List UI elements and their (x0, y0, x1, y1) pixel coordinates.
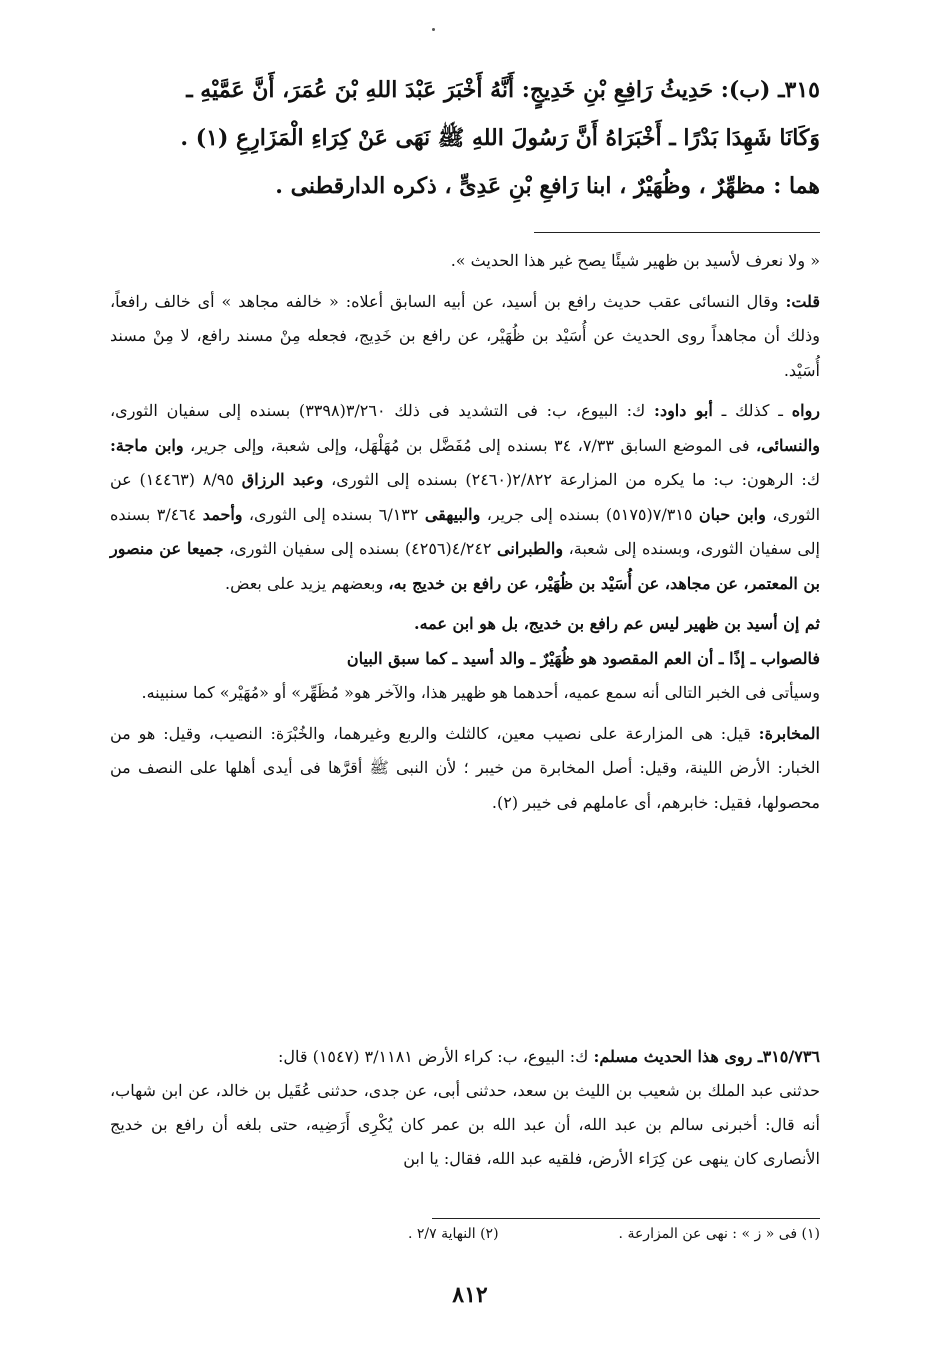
rawah-text: ٨/٩٥ (١٤٤٦٣) عن الثورى، (110, 470, 821, 524)
mukhabara-paragraph (110, 717, 820, 821)
hadith-line-3: هما : مظهِّرٌ ، وظُهَيْرٌ ، ابنا رَافعِ بْنِ عَدِىٍّ ، ذكره الدارقطنى . (275, 173, 820, 199)
rawah-text: ٧/٣١٥(٥١٧٥) بسنده إلى جرير، (486, 504, 693, 524)
quote-paragraph: « ولا نعرف لأسيد بن ظهير شيئًا يصح غير هذا الحديث ». (450, 251, 820, 270)
separator-rule (534, 232, 820, 233)
muslim-ref-text: ك: البيوع، ب: كراء الأرض ٣/١١٨١ (١٥٤٧) قال: (277, 1047, 589, 1066)
footnote-1: (١) فى « ز » : نهى عن المزارعة . (618, 1226, 820, 1242)
footnote-2: (٢) النهاية ٢/٧ . (408, 1226, 499, 1242)
hadith-line-2: وَكَانَا شَهِدَا بَدْرًا ـ أَخْبَرَاهُ أَنَّ رَسُولَ اللهِ ﷺ نَهَى عَنْ كِرَاءِ الْمَزَارِعِ (١) . (180, 125, 820, 151)
rawah-paragraph (110, 394, 820, 601)
rawah-text: ـ كذلك ـ (721, 401, 783, 420)
hadith-text-1: حَدِيثُ رَافِعِ بْنِ خَدِيجٍ: أَنَّهُ أَخْبَرَ عَبْدَ اللهِ بْنَ عُمَرَ، أَنَّ عَمَّيْهِ ـ (186, 77, 714, 103)
rawah-label: رواه (791, 401, 821, 420)
rawah-text: ٣/٤٦٤ بسنده إلى سفيان الثورى، وبسنده إلى شعبة، (110, 504, 821, 558)
rawah-text: ٤/٢٤٢(٤٢٥٦) بسنده إلى سفيان الثورى، (229, 539, 492, 558)
sayati-paragraph: وسيأتى فى الخبر التالى أنه سمع عميه، أحدهما هو ظهير هذا، والآخر هو« مُظَهِّر» أو «مُهَيْر» كما سنبينه. (141, 683, 820, 702)
thumma-paragraph (110, 607, 820, 642)
footnotes (110, 1222, 820, 1246)
rawah-text: ك: الرهون: ب: ما يكره من المزارعة ٢/٨٢٢(٢٤٦٠) بسنده إلى الثورى، (331, 470, 821, 489)
hadith-block (110, 66, 820, 210)
footnote-rule (432, 1218, 820, 1219)
page-speck (432, 28, 435, 31)
isnad-summary: جميعا عن منصور بن المعتمر، عن مجاهد، عن أُسَيْد بن ظُهَيْر، عن رافع بن خديج به، (110, 539, 820, 593)
qult-paragraph (110, 285, 820, 389)
muslim-ref-label: ٣١٥/٧٣٦ـ روى هذا الحديث مسلم: (593, 1047, 820, 1066)
source-name: والنسائى، (756, 435, 821, 455)
source-name: وعبد الرزاق (241, 470, 324, 489)
rawah-text: وبعضهم يزيد على بعض. (225, 573, 384, 593)
muslim-narration: حدثنى عبد الملك بن شعيب بن الليث بن سعد، حدثنى أبى، عن جدى، حدثنى عُقَيل بن خالد، عن ابن شهاب، أنه قال: أخبرنى سالم بن عبد الله، أن عبد الله بن عمر كان يُكْرِى أَرَضِيه، حتى بلغه أن رافع بن خديج الأنصارى كان ينهى عن كِرَاء الأرض، فلقيه عبد الله، فقال: يا ابن (110, 1081, 820, 1168)
source-name: وأحمد (202, 504, 243, 524)
mukhabara-text: قيل: هى المزارعة على نصيب معين، كالثلث والربع وغيرهما، والخُبْرَة: النصيب، وقيل: هو من الخبار: الأرض اللينة، وقيل: أصل المخابرة من خيبر ؛ لأن النبى ﷺ أقرَّها فى أيدى أهلها على النصف من محصولها، فقيل: خابرهم، أى عاملهم فى خيبر (٢). (110, 723, 820, 812)
sawab-text: فالصواب ـ إذًا ـ أن العم المقصود هو ظُهَيْرٌ ـ والد أسيد ـ كما سبق البيان (346, 648, 820, 668)
mukhabara-label: المخابرة: (758, 723, 820, 743)
thumma-text: ثم إن أسيد بن ظهير ليس عم رافع بن خديج، بل هو ابن عمه. (414, 614, 820, 633)
source-name: وابن ماجة: (110, 435, 184, 455)
page-number: ٨١٢ (452, 1282, 488, 1308)
sawab-paragraph (110, 642, 820, 677)
muslim-section (110, 1040, 820, 1176)
qult-text: وقال النسائى عقب حديث رافع بن أسيد، عن أبيه السابق أعلاه: « خالفه مجاهد » أى خالف رافعاً، وذلك أن مجاهداً روى الحديث عن أُسَيْد بن ظُهَيْر، عن رافع بن خَدِيج، فجعله مِنْ مسند رافع، لا مِنْ مسند أُسَيْد. (110, 291, 820, 380)
source-name: والبيهقى (424, 504, 481, 524)
source-name: والطبرانى (497, 539, 564, 558)
commentary-body (110, 244, 820, 826)
hadith-line-1 (110, 66, 820, 114)
hadith-source-tag: (ب): (720, 77, 771, 103)
rawah-text: ٦/١٣٢ بسنده إلى الثورى، (248, 504, 419, 524)
muslim-reference (110, 1040, 820, 1074)
rawah-text: فى الموضع السابق ٧/٣٣، ٣٤ بسنده إلى مُفَضَّل بن مُهَلْهَل، وإلى شعبة، وإلى جرير، (190, 435, 750, 455)
source-name: وابن حبان (698, 504, 766, 524)
source-name: أبو داود: (654, 401, 713, 420)
qult-label: قلت: (785, 291, 820, 311)
hadith-number: ٣١٥ـ (778, 77, 820, 103)
rawah-text: ك: البيوع، ب: فى التشديد فى ذلك ٣/٢٦٠(٣٣٩٨) بسنده إلى سفيان الثورى، (110, 401, 646, 420)
